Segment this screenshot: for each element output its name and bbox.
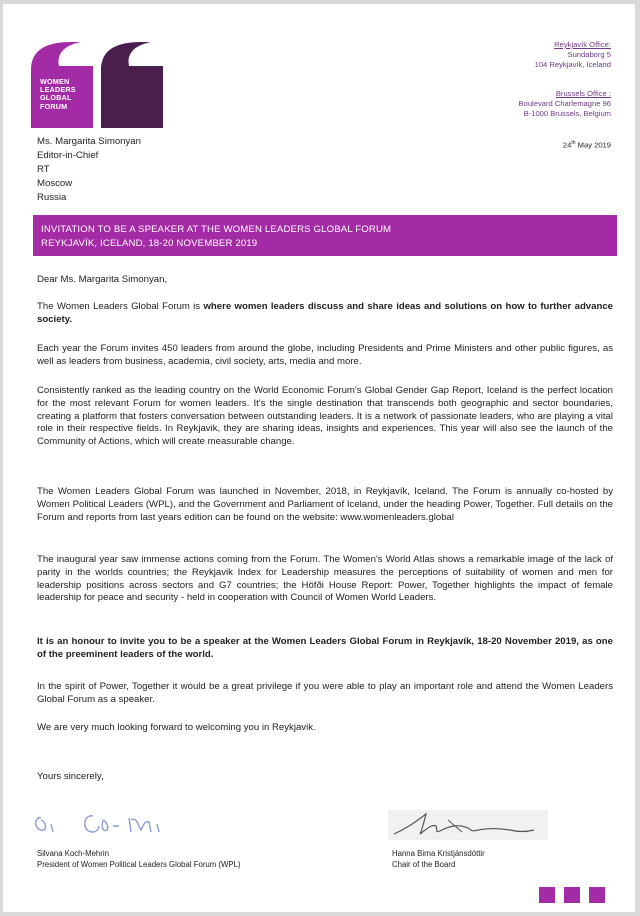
paragraph-1 — [37, 301, 613, 327]
footer-decoration — [539, 887, 609, 903]
brussels-office-line-2: B-1000 Brussels, Belgium — [523, 109, 611, 118]
reykjavik-office-address — [535, 40, 611, 70]
logo-line-3: GLOBAL — [40, 93, 72, 103]
signature-left-image — [33, 806, 183, 845]
signer-right-name: Hanna Birna Kristjánsdóttir — [392, 849, 485, 858]
signature-right-image — [388, 810, 548, 845]
logo-wordmark — [40, 78, 76, 111]
letter-page — [3, 4, 635, 912]
paragraph-1-bold: where women leaders discuss and share ideas and solutions on how to further advance society. — [37, 301, 614, 325]
reykjavik-office-heading: Reykjavík Office: — [554, 40, 611, 49]
footer-square-3 — [589, 887, 605, 903]
brussels-office-address — [519, 89, 611, 119]
brussels-office-heading: Brussels Office : — [555, 89, 611, 98]
paragraph-8: We are very much looking forward to welcoming you in Reykjavik. — [37, 722, 316, 733]
date-suffix: th — [571, 140, 576, 146]
logo-line-1: WOMEN — [40, 77, 70, 86]
logo-line-4: FORUM — [40, 101, 68, 111]
salutation: Dear Ms. Margarita Simonyan, — [37, 274, 168, 285]
signer-right-title: Chair of the Board — [392, 859, 456, 869]
recipient-title: Editor-in-Chief — [37, 150, 99, 161]
date-month-year: May 2019 — [575, 140, 611, 150]
signer-right — [392, 849, 485, 870]
banner-title: INVITATION TO BE A SPEAKER AT THE WOMEN LEADERS GLOBAL FORUM — [41, 224, 392, 235]
footer-square-2 — [564, 887, 580, 903]
paragraph-3: Consistently ranked as the leading country on the World Economic Forum's Global Gender Gap Report, Iceland is the perfect location for the most relevant Forum for women leaders. It's the single destination that transcends both geographic and sector boundaries, creating a platform that fosters conversation between outstanding leaders. It is a network of passionate leaders, who are playing a vital role in their respective fields. In Reykjavik, they are sharing ideas, insights and experiences. This year will also see the launch of the Community of Actions, which will create measurable change. — [37, 385, 613, 448]
signer-left — [37, 849, 241, 870]
letter-date — [563, 140, 611, 150]
recipient-name: Ms. Margarita Simonyan — [37, 136, 141, 147]
signer-left-name: Silvana Koch-Mehrin — [37, 849, 109, 858]
paragraph-7: In the spirit of Power, Together it would be a great privilege if you were able to play an important role and attend the Women Leaders Global Forum as a speaker. — [37, 681, 613, 705]
brussels-office-line-1: Boulevard Charlemagne 96 — [518, 99, 611, 108]
paragraph-5: The inaugural year saw immense actions coming from the Forum. The Women's World Atlas shows a remarkable image of the lack of parity in the worlds countries; the Reykjavik Index for Leadership measures the perceptions of suitability of women and men for leadership positions across sectors and G7 countries; the Höfði House Report: Power, Together highlights the impact of female leadership for peace and security - held in cooperation with Council of Women World Leaders. — [37, 554, 613, 604]
paragraph-4: The Women Leaders Global Forum was launched in November, 2018, in Reykjavík, Iceland. The Forum is annually co-hosted by Women Political Leaders (WPL), and the Government and Parliament of Iceland, under the heading Power, Together. Full details on the Forum and reports from last years edition can be found on the website: www.womenleaders.global — [37, 486, 613, 523]
footer-square-1 — [539, 887, 555, 903]
reykjavik-office-line-1: Sundaborg 5 — [567, 50, 611, 59]
paragraph-2: Each year the Forum invites 450 leaders from around the globe, including Presidents and Prime Ministers and other public figures, as well as leaders from business, academia, civil society, arts, media and more. — [37, 343, 613, 367]
wlgf-logo — [31, 42, 163, 128]
signer-left-title: President of Women Political Leaders Global Forum (WPL) — [37, 859, 241, 869]
date-day: 24 — [562, 140, 572, 150]
recipient-org: RT — [37, 164, 50, 175]
invitation-banner — [33, 215, 617, 256]
recipient-country: Russia — [37, 192, 67, 203]
closing: Yours sincerely, — [37, 771, 104, 782]
logo-line-2: LEADERS — [40, 85, 76, 95]
recipient-city: Moscow — [37, 178, 73, 189]
invitation-paragraph: It is an honour to invite you to be a speaker at the Women Leaders Global Forum in Reykjavík, 18-20 November 2019, as one of the preeminent leaders of the world. — [37, 636, 613, 660]
banner-subtitle: REYKJAVÍK, ICELAND, 18-20 NOVEMBER 2019 — [41, 238, 258, 249]
recipient-address — [37, 135, 141, 205]
paragraph-1-lead: The Women Leaders Global Forum is — [37, 301, 204, 312]
reykjavik-office-line-2: 104 Reykjavík, Iceland — [534, 60, 611, 69]
